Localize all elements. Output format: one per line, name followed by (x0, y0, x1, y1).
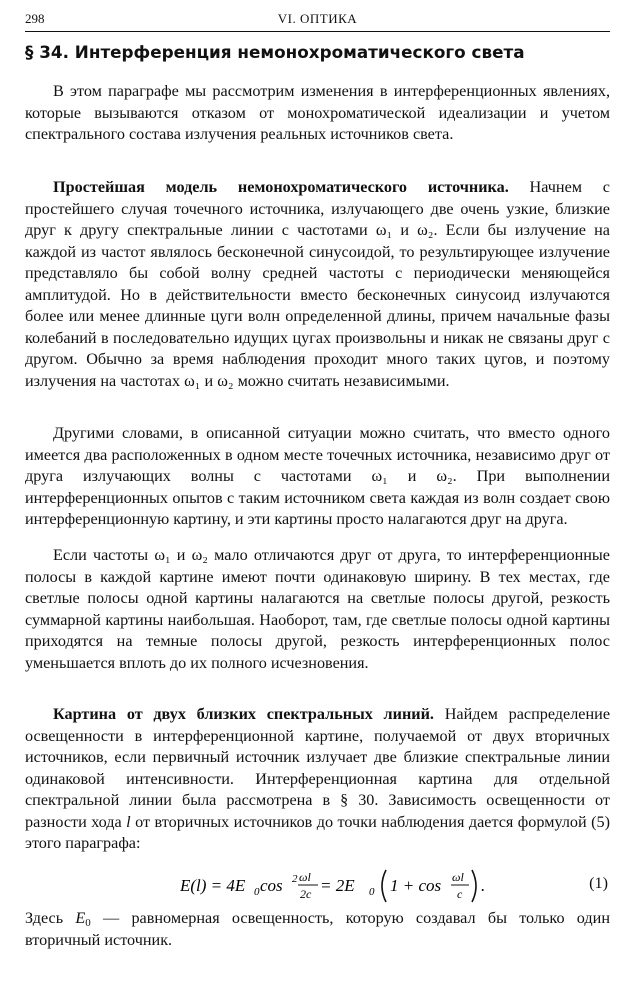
paragraph-heading: Картина от двух близких спектральных линий. (53, 705, 434, 723)
paragraph-text: и (170, 546, 192, 564)
eq-period: . (481, 876, 486, 895)
paragraph-text: Другими словами, в описанной ситуации можно считать, что вместо одного имеется два расположенных в одном месте точечных источника, независимо друг от друга излучающих волны с частотами (25, 424, 610, 485)
intro-paragraph: В этом параграфе мы рассмотрим изменения в интерференционных явлениях, которые вызываются отказом от монохроматической идеализации и учетом спектрального состава излучения реальных источников света. (25, 82, 610, 143)
paragraph-text: и (200, 371, 218, 390)
paragraph-text: и (387, 467, 437, 485)
paragraph-text: можно считать независимыми. (233, 371, 450, 390)
paragraph-text: мало отличаются друг от друга, то интерференционные полосы в каждой картине имеют почти одинаковую ширину. В тех местах, где светлые полосы одной картины налагаются на светлые полосы другой, резкость суммарной картины наибольшая. Наоборот, там, где светлые полосы одной картины приходятся на темные полосы другой, резкость интерференционных полос уменьшается вплоть до их полного исчезновения. (25, 546, 610, 672)
omega1-symbol: ω₁ (154, 546, 171, 564)
e0-subscript: 0 (85, 917, 91, 929)
two-lines-paragraph (25, 704, 610, 855)
eq-subscript: 0 (254, 886, 260, 898)
right-paren (472, 870, 476, 902)
e0-symbol: E (75, 909, 86, 927)
paragraph-text: Здесь (25, 909, 76, 927)
left-paren (382, 870, 386, 902)
running-header (25, 9, 610, 32)
paragraph-text: — равномерная освещенность, которую создавал бы только один вторичный источник. (25, 909, 610, 949)
paragraph-text: . При выполнении интерференционных опытов с таким источником света каждая из волн создает свою интерференционную картину, и эти картины просто налагаются друг на друга. (25, 467, 610, 528)
omega1-symbol: ω₁ (375, 221, 393, 239)
eq-lhs: E(l) = 4E (180, 876, 246, 895)
two-sources-paragraph (25, 423, 610, 531)
paragraph-text: . Если бы излучение на каждой из частот являлось бесконечной синусоидой, то результирующее излучение представляло бы собой волну средней частоты с периодически меняющейся амплитудой. Но в действительности вместо бесконечных синусоид излучаются более или менее длинные цуги волн определенной длины, причем начальные фазы колебаний в последовательно идущих цугах произвольны и никак не связаны друг с другом. Обычно за время наблюдения проходит много таких цугов, и поэтому излучения на частотах (25, 221, 610, 390)
paragraph-text: и (392, 221, 418, 239)
equation-number: (1) (589, 874, 608, 892)
simple-model-paragraph (25, 177, 610, 392)
equation-body (180, 866, 540, 906)
eq-superscript: 2 (292, 873, 298, 885)
omega2-symbol: ω₂ (417, 221, 434, 239)
paragraph-text: от вторичных источников до точки наблюдения дается формулой (5) этого параграфа: (25, 812, 610, 852)
omega2-symbol: ω₂ (436, 467, 453, 485)
eq-frac1-den: 2c (300, 887, 312, 901)
section-title: § 34. Интерференция немонохроматического света (25, 42, 525, 62)
eq-frac2-num: ωl (452, 870, 464, 884)
eq-mid: = 2E (320, 876, 355, 895)
eq-cos: cos (260, 876, 283, 895)
running-section-title: VI. ОПТИКА (277, 11, 358, 26)
eq-frac1-num: ωl (299, 870, 311, 884)
omega1-symbol: ω₁ (371, 467, 388, 485)
paragraph-text: Если частоты (53, 546, 155, 564)
eq-one-plus-cos: 1 + cos (390, 876, 442, 895)
equation-1 (25, 866, 610, 904)
page-number: 298 (25, 11, 45, 26)
omega1-symbol: ω₁ (184, 371, 201, 390)
path-difference-symbol: l (126, 812, 131, 831)
illuminance-note-paragraph (25, 908, 610, 951)
omega2-symbol: ω₂ (217, 371, 234, 390)
eq-subscript: 0 (369, 886, 375, 898)
eq-frac2-den: c (457, 887, 463, 901)
omega2-symbol: ω₂ (191, 546, 208, 564)
paragraph-heading: Простейшая модель немонохроматического источника. (53, 178, 509, 196)
paragraph-text: Начнем с простейшего случая точечного источника, излучающего две очень узкие, близкие друг к другу спектральные линии с частотами (25, 178, 610, 239)
fringe-sharpness-paragraph (25, 545, 610, 674)
paragraph-text: Найдем распределение освещенности в интерференционной картине, получаемой от двух вторичных источников, если первичный источник излучает две близкие спектральные линии одинаковой интенсивности. Интерференционная картина для отдельной спектральной линии была рассмотрена в § 30. Зависимость освещенности от разности хода (25, 705, 611, 831)
